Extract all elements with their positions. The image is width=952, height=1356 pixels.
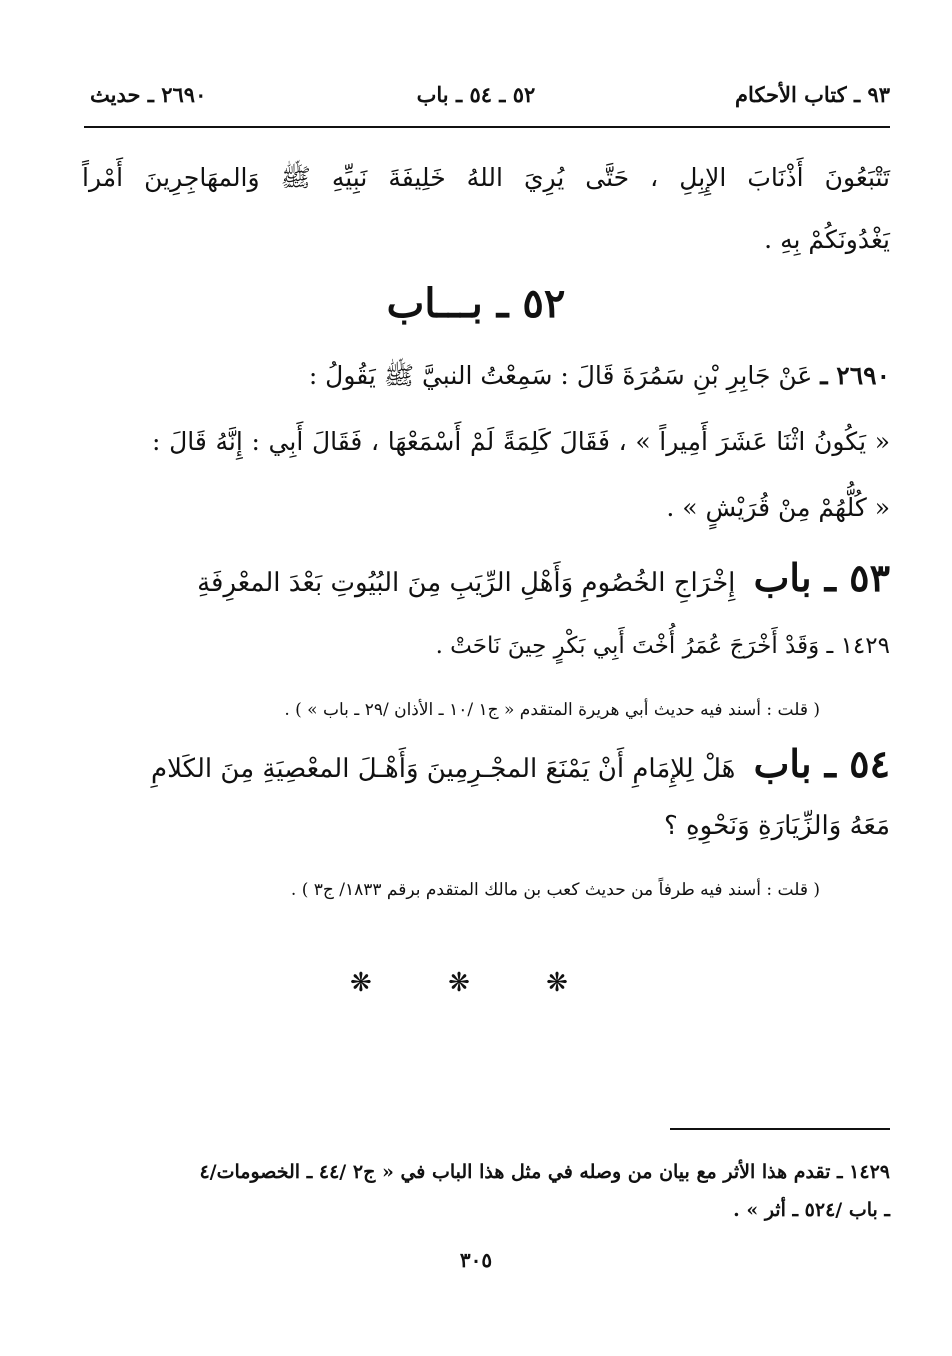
running-header-book: ٩٣ ـ كتاب الأحكام bbox=[735, 82, 890, 107]
header-rule bbox=[84, 126, 890, 128]
chapter-54-line-2: مَعَهُ وَالزِّيَارَةِ وَنَحْوِهِ ؟ bbox=[663, 811, 890, 841]
hadith-text: عَنْ جَابِرِ بْنِ سَمُرَةَ قَالَ : سَمِعْتُ النبيَّ ﷺ يَقُولُ : bbox=[308, 361, 813, 390]
athar-1429: ١٤٢٩ ـ وَقَدْ أَخْرَجَ عُمَرُ أُخْتَ أَبِي بَكْرٍ حِينَ نَاحَتْ . bbox=[435, 633, 890, 659]
page-number: ٣٠٥ bbox=[459, 1248, 493, 1272]
running-header-chapters: ٥٢ ـ ٥٤ ـ باب bbox=[416, 82, 536, 107]
chapter-54-number: ٥٤ ـ باب bbox=[753, 741, 890, 786]
chapter-53-number: ٥٣ ـ باب bbox=[753, 555, 890, 600]
hadith-number: ٢٦٩٠ ـ bbox=[820, 361, 890, 390]
chapter-53-text: إِخْرَاجِ الخُصُومِ وَأَهْلِ الرِّيَبِ مِنَ البُيُوتِ بَعْدَ المعْرِفَةِ bbox=[197, 568, 736, 598]
hadith-2690-line-3: « كُلُّهُمْ مِنْ قُرَيْشٍ » . bbox=[666, 493, 890, 522]
chapter-53-heading bbox=[197, 556, 890, 605]
hadith-2690-line-2: « يَكُونُ اثْنَا عَشَرَ أَمِيراً » ، فَقَالَ كَلِمَةً لَمْ أَسْمَعْهَا ، فَقَالَ أَبِي : إِنَّهُ قَالَ : bbox=[152, 427, 890, 456]
chapter-54-text: هَلْ لِلإِمَامِ أَنْ يَمْنَعَ المجْـرِمِينَ وَأَهْـلَ المعْصِيَةِ مِنَ الكَلامِ bbox=[151, 754, 736, 784]
hadith-2690-line-1 bbox=[309, 356, 890, 396]
continuation-line-2: يَغْدُونَكُمْ بِهِ . bbox=[764, 225, 890, 254]
running-header-hadith: ٢٦٩٠ ـ حديث bbox=[90, 82, 207, 107]
section-divider-stars: ❋ ❋ ❋ bbox=[350, 968, 602, 998]
editor-note-2: ( قلت : أسند فيه طرفاً من حديث كعب بن مالك المتقدم برقم ١٨٣٣/ ج٣ ) . bbox=[290, 880, 820, 900]
footnote-rule bbox=[670, 1128, 890, 1130]
footnote-line-2: ـ باب /٥٢٤ ـ أثر » . bbox=[733, 1199, 890, 1221]
chapter-52-title: ٥٢ ـ بـــاب bbox=[386, 280, 566, 327]
editor-note-1: ( قلت : أسند فيه حديث أبي هريرة المتقدم « ج١ /١٠ ـ الأذان /٢٩ ـ باب » ) . bbox=[284, 700, 820, 720]
chapter-54-heading bbox=[151, 742, 890, 791]
footnote-line-1: ١٤٢٩ ـ تقدم هذا الأثر مع بيان من وصله في مثل هذا الباب في « ج٢ /٤٤ ـ الخصومات/٤ bbox=[199, 1161, 890, 1183]
continuation-line-1: تَتْبَعُونَ أَذْنَابَ الإِبِلِ ، حَتَّى يُرِيَ اللهُ خَلِيفَةَ نَبِيِّهِ ﷺ وَالمهَاجِرِينَ أَمْراً bbox=[82, 163, 890, 192]
